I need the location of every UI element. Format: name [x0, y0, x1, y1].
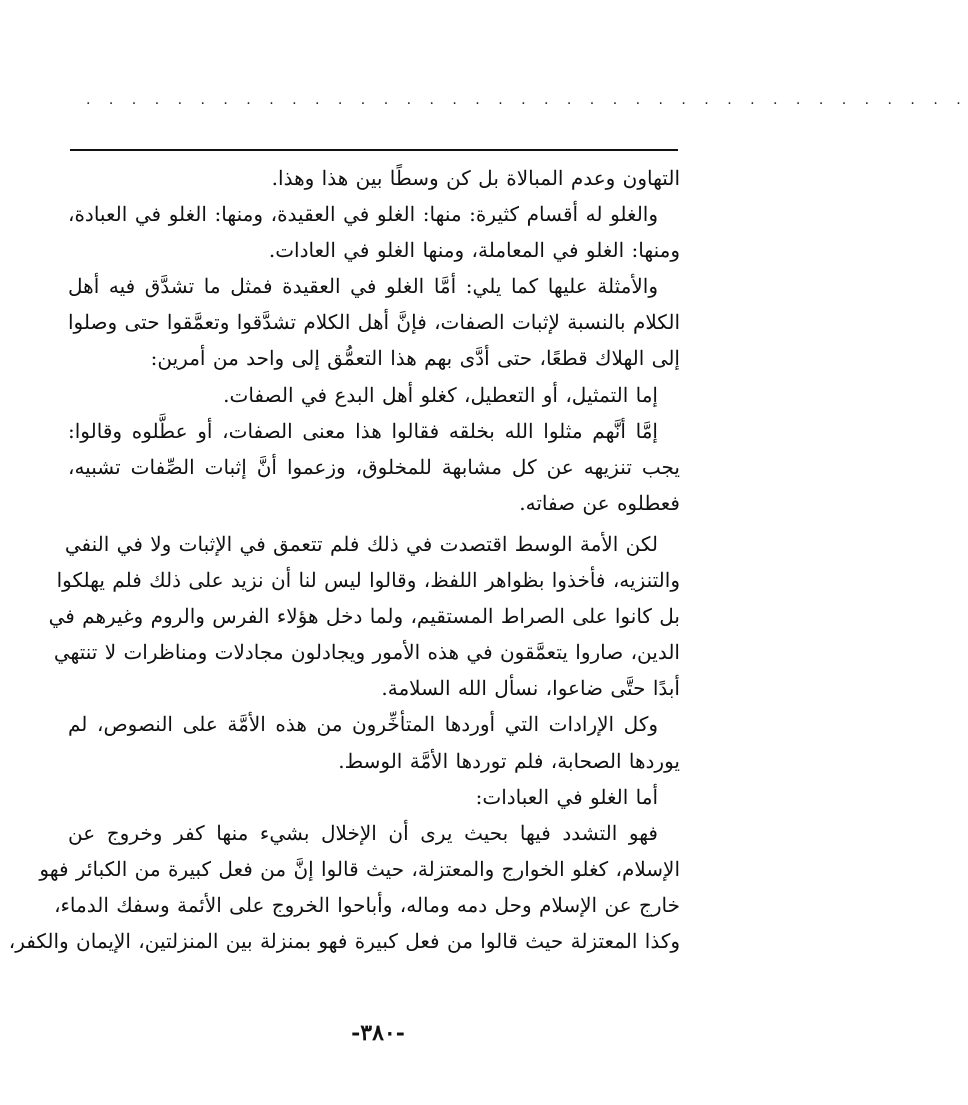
text-line: بل كانوا على الصراط المستقيم، ولما دخل هؤلاء الفرس والروم وغيرهم في: [48, 604, 680, 629]
text-line: خارج عن الإسلام وحل دمه وماله، وأباحوا الخروج على الأئمة وسفك الدماء،: [54, 892, 680, 917]
text-line: إلى الهلاك قطعًا، حتى أدَّى بهم هذا التعمُّق إلى واحد من أمرين:: [150, 346, 680, 371]
text-line: والغلو له أقسام كثيرة: منها: الغلو في العقيدة، ومنها: الغلو في العبادة،: [68, 202, 658, 227]
text-line: فعطلوه عن صفاته.: [519, 490, 680, 515]
text-line: يوردها الصحابة، فلم توردها الأمَّة الوسط.: [338, 748, 680, 773]
text-line: إما التمثيل، أو التعطيل، كغلو أهل البدع في الصفات.: [223, 382, 658, 407]
page-number: -٣٨٠-: [351, 1020, 405, 1046]
text-line: الإسلام، كغلو الخوارج والمعتزلة، حيث قالوا إنَّ من فعل كبيرة من الكبائر فهو: [39, 856, 680, 881]
text-line: لكن الأمة الوسط اقتصدت في ذلك فلم تتعمق في الإثبات ولا في النفي: [64, 531, 658, 556]
text-line: أبدًا حتَّى ضاعوا، نسأل الله السلامة.: [381, 676, 680, 701]
dotted-separator: . . . . . . . . . . . . . . . . . . . . . . . . . . . . . . . . . . . . . . .: [86, 92, 968, 108]
text-line: ومنها: الغلو في المعاملة، ومنها الغلو في العادات.: [268, 238, 680, 263]
text-line: الدين، صاروا يتعمَّقون في هذه الأمور ويجادلون مجادلات ومناظرات لا تنتهي: [53, 640, 680, 665]
text-line: والتنزيه، فأخذوا بظواهر اللفظ، وقالوا ليس لنا أن نزيد على ذلك فلم يهلكوا: [56, 568, 680, 593]
text-line: التهاون وعدم المبالاة بل كن وسطًا بين هذا وهذا.: [271, 166, 680, 190]
text-line: والأمثلة عليها كما يلي: أمَّا الغلو في العقيدة فمثل ما تشدَّق فيه أهل: [68, 274, 658, 299]
text-line: إمَّا أنَّهم مثلوا الله بخلقه فقالوا هذا معنى الصفات، أو عطَّلوه وقالوا:: [68, 418, 658, 443]
text-line: وكل الإرادات التي أوردها المتأخِّرون من هذه الأمَّة على النصوص، لم: [68, 712, 658, 737]
text-line: فهو التشدد فيها بحيث يرى أن الإخلال بشيء منها كفر وخروج عن: [68, 820, 658, 845]
body-text: [8, 160, 680, 959]
text-line: وكذا المعتزلة حيث قالوا من فعل كبيرة فهو بمنزلة بين المنزلتين، الإيمان والكفر،: [8, 928, 680, 953]
text-line: يجب تنزيهه عن كل مشابهة للمخلوق، وزعموا أنَّ إثبات الصِّفات تشبيه،: [68, 454, 680, 479]
text-line: أما الغلو في العبادات:: [475, 784, 658, 809]
text-line: الكلام بالنسبة لإثبات الصفات، فإنَّ أهل الكلام تشدَّقوا وتعمَّقوا حتى وصلوا: [67, 310, 680, 335]
horizontal-rule: [70, 149, 678, 151]
